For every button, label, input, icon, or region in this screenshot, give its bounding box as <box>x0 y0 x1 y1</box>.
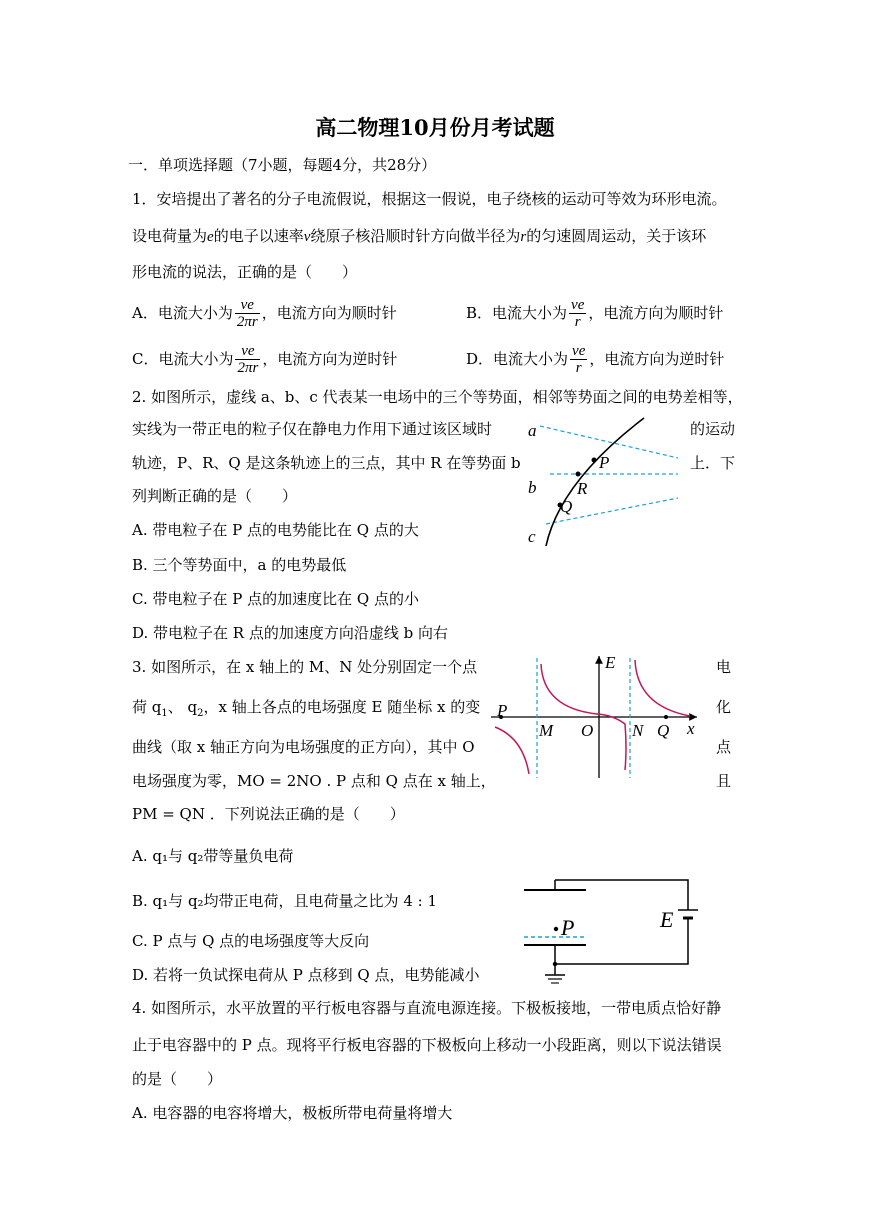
q1-line3: 形电流的说法，正确的是（ ） <box>132 263 358 281</box>
junction-dot <box>553 962 557 966</box>
field-strength-graph <box>485 648 707 783</box>
q4-line3: 的是（ ） <box>132 1070 223 1088</box>
q3-option-d: D. 若将一负试探电荷从 P 点移到 Q 点，电势能减小 <box>132 966 480 984</box>
q2-option-b: B. 三个等势面中，a 的电势最低 <box>132 556 347 574</box>
label-o: O <box>581 721 594 740</box>
label-c: c <box>528 527 536 546</box>
point-q-dot <box>664 715 668 719</box>
label-n: N <box>632 721 644 740</box>
q3-line3-left: 曲线（取 x 轴正方向为电场强度的正方向），其中 O <box>132 738 475 756</box>
q3-line1-left: 3. 如图所示，在 x 轴上的 M、N 处分别固定一个点 <box>132 658 478 676</box>
label-x-axis: x <box>687 719 695 738</box>
section-heading: 一．单项选择题（7小题，每题4分，共28分） <box>128 156 437 174</box>
label-r: R <box>577 479 588 498</box>
label-p: P <box>599 453 610 472</box>
q2-option-d: D. 带电粒子在 R 点的加速度方向沿虚线 b 向右 <box>132 624 448 642</box>
equipotential-figure <box>520 412 690 552</box>
label-a: a <box>528 421 537 440</box>
label-p: P <box>497 701 508 720</box>
point-p-dot <box>592 458 597 463</box>
label-p: P <box>561 915 575 940</box>
label-q: Q <box>657 721 670 740</box>
q1-option-d: D．电流大小为 $\frac{ve}{r}$ ，电流方向为逆时针 <box>466 343 725 376</box>
q1-line1: 1．安培提出了著名的分子电流假说，根据这一假说，电子绕核的运动可等效为环形电流。 <box>132 190 727 208</box>
q2-line2-left: 实线为一带正电的粒子仅在静电力作用下通过该区域时 <box>132 420 493 438</box>
q3-line2-right: 化 <box>716 698 732 716</box>
q2-option-c: C. 带电粒子在 P 点的加速度比在 Q 点的小 <box>132 590 419 608</box>
q2-line1: 2. 如图所示，虚线 a、b、c 代表某一电场中的三个等势面，相邻等势面之间的电势差相等， <box>132 388 743 406</box>
q2-line3-left: 轨迹，P、R、Q 是这条轨迹上的三点，其中 R 在等势面 b <box>132 454 521 472</box>
q4-line2: 止于电容器中的 P 点。现将平行板电容器的下极板向上移动一小段距离，则以下说法错误 <box>132 1036 722 1054</box>
q3-line2-left: 荷 $q_1$、 $q_2$，x 轴上各点的电场强度 E 随坐标 x 的变 <box>132 698 481 719</box>
particle-trajectory <box>546 418 644 546</box>
q2-line3-right: 上．下 <box>690 454 736 472</box>
label-m: M <box>539 721 554 740</box>
point-r-dot <box>576 472 581 477</box>
q1-line2: 设电荷量为e的电子以速率v绕原子核沿顺时针方向做半径为r的匀速圆周运动，关于该环 <box>132 227 707 245</box>
capacitor-circuit-figure <box>512 872 700 990</box>
q2-line4: 列判断正确的是（ ） <box>132 487 298 505</box>
particle-dot <box>554 927 558 931</box>
q3-option-a: A. q₁与 q₂带等量负电荷 <box>132 847 294 865</box>
curve-right-of-n <box>635 660 690 716</box>
q3-line1-right: 电 <box>716 658 732 676</box>
label-q: Q <box>560 497 573 516</box>
q3-line4-right: 且 <box>716 772 732 790</box>
wire-top <box>555 880 688 910</box>
q1-option-b: B．电流大小为 $\frac{ve}{r}$ ，电流方向为顺时针 <box>466 297 724 330</box>
label-e-axis: E <box>605 653 616 672</box>
q4-option-a: A. 电容器的电容将增大，极板所带电荷量将增大 <box>132 1104 453 1122</box>
q3-option-c: C. P 点与 Q 点的电场强度等大反向 <box>132 932 370 950</box>
page-title: 高二物理10月份月考试题 <box>315 115 555 140</box>
q1-option-c: C．电流大小为 $\frac{ve}{2\pi r}$ ，电流方向为逆时针 <box>132 343 398 376</box>
label-b: b <box>528 478 537 497</box>
curve-left-of-m <box>495 727 529 774</box>
q4-line1: 4. 如图所示，水平放置的平行板电容器与直流电源连接。下极板接地，一带电质点恰好静 <box>132 999 722 1017</box>
q3-line3-right: 点 <box>716 738 732 756</box>
q3-line5: PM = QN ．下列说法正确的是（ ） <box>132 805 405 823</box>
q3-option-b: B. q₁与 q₂均带正电荷，且电荷量之比为 4 : 1 <box>132 892 438 910</box>
q2-option-a: A. 带电粒子在 P 点的电势能比在 Q 点的大 <box>132 521 419 539</box>
q2-line2-right: 的运动 <box>690 420 736 438</box>
label-e: E <box>660 907 674 932</box>
q1-option-a: A．电流大小为 $\frac{ve}{2\pi r}$ ，电流方向为顺时针 <box>132 297 397 330</box>
q3-line4-left: 电场强度为零，MO = 2NO . P 点和 Q 点在 x 轴上， <box>132 772 496 790</box>
